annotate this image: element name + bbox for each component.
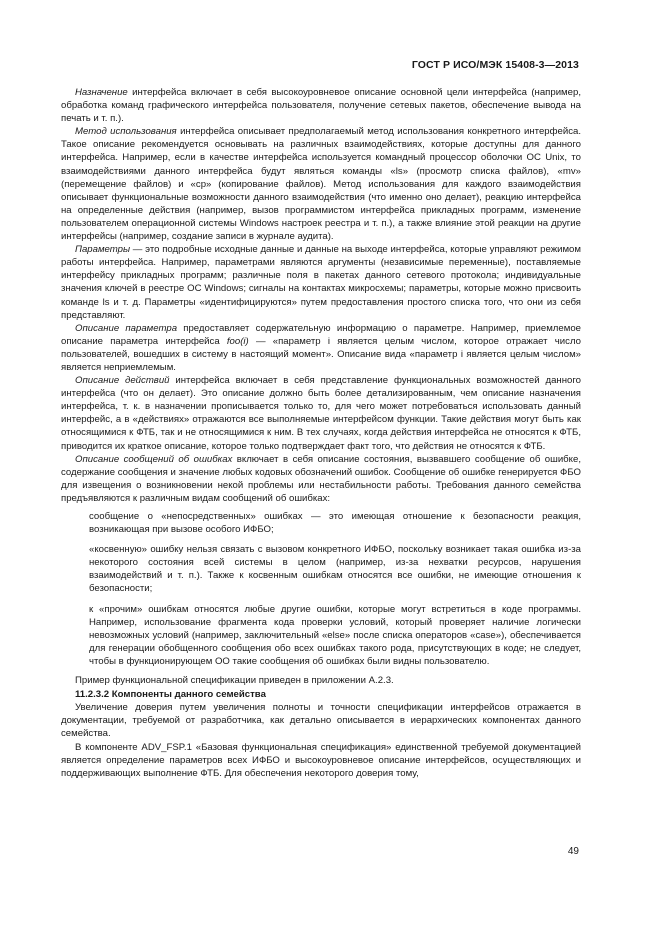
term-method-of-use: Метод использования (75, 126, 177, 138)
list-item-indirect-errors: «косвенную» ошибку нельзя связать с вызовом конкретного ИФБО, поскольку возникает такая ошибка из-за некоторого состояния всей системы в целом (например, из-за нехватки ресурсов, нарушения взаимодействий и т. п.). Также к косвенным ошибкам относятся все ошибки, не имеющие отношения к безопасности; (89, 544, 581, 595)
paragraph-text: предоставляет содержательную информацию о параметре. Например, приемлемое описание параметра интерфейса (61, 322, 581, 347)
paragraph-text: интерфейса включает в себя представление функциональных возможностей данного интерфейса (что он делает). Это описание должно быть более детализированным, чем описание назначения интерфейса, т. к. в назначении прописывается только то, для чего может потребоваться использовать данный интерфейс, а в «действиях» отражаются все выполняемые интерфейсом функции. Такие действия могут быть как относящимися к ФТБ, так и не относящимися к ним. В тех случаях, когда действия интерфейса не относятся к ФТБ, приводится их краткое описание, которое только подтверждает факт того, что действия не относятся к ФТБ. (61, 375, 581, 452)
term-actions-description: Описание действий (75, 375, 170, 387)
term-parameter-description: Описание параметра (75, 322, 178, 334)
paragraph-error-messages (61, 453, 581, 505)
document-header: ГОСТ Р ИСО/МЭК 15408-3—2013 (411, 59, 579, 71)
term-error-messages: Описание сообщений об ошибках (75, 453, 233, 465)
paragraph-text: интерфейса включает в себя высокоуровневое описание основной цели интерфейса (например, обработка команд графического интерфейса пользователя, получение сетевых пакетов, обеспечение вывода на печать и т. п.). (61, 87, 581, 125)
paragraph-text: — «параметр i является целым числом, которое отражает число пользователей, вошедших в систему в настоящий момент». Описание вида «параметр i является целым числом» является неприемлемым. (61, 335, 581, 373)
term-purpose: Назначение (75, 87, 128, 98)
paragraph-text: включает в себя описание состояния, вызвавшего сообщение об ошибке, содержание сообщения и значение любых кодовых обозначений ошибок. Сообщение об ошибке генерируется ФБО для извещения о возникновении некой проблемы или нестабильности работы. Требования данного семейства предъявляются к различным видам сообщений об ошибках: (61, 453, 581, 504)
paragraph-actions-description (61, 374, 581, 453)
paragraph-assurance-increase: Увеличение доверия путем увеличения полноты и точности спецификации интерфейсов отражается в документации, требуемой от разработчика, как детально описывается в иерархических компонентах данного семейства. (61, 702, 581, 740)
code-foo: foo(i) (226, 335, 249, 347)
term-parameters: Параметры (75, 244, 131, 256)
section-heading: 11.2.3.2 Компоненты данного семейства (75, 689, 266, 701)
paragraph-parameters (61, 243, 581, 322)
page-number: 49 (567, 846, 579, 857)
document-body (61, 86, 581, 780)
paragraph-purpose (61, 86, 581, 125)
paragraph-parameter-description (61, 322, 581, 374)
paragraph-example-reference: Пример функциональной спецификации приведен в приложении А.2.3. (75, 675, 394, 687)
paragraph-text: — это подробные исходные данные и данные на выходе интерфейса, которые управляют режимом работы интерфейса. Например, параметрами являются аргументы (независимые переменные), поставляемые интерфейсу прикладных программ; различные поля в пакетах данного сетевого протокола; индивидуальные значения ключей в реестре ОС Windows; сигналы на контактах микросхемы; параметры, которые можно присвоить команде ls и т. д. Параметры «идентифицируются» путем предоставления простого списка того, что они из себя представляют. (61, 244, 581, 321)
list-item-direct-errors: сообщение о «непосредственных» ошибках — это имеющая отношение к безопасности реакция, возникающая при вызове особого ИФБО; (89, 511, 581, 536)
paragraph-adv-fsp-1: В компоненте ADV_FSP.1 «Базовая функциональная спецификация» единственной требуемой документацией является определение параметров всех ИФБО и высокоуровневое описание интерфейсов, осуществляющих и поддерживающих выполнение ФТБ. Для обеспечения некоторого доверия тому, (61, 741, 581, 779)
paragraph-method-of-use (61, 125, 581, 243)
list-item-other-errors: к «прочим» ошибкам относятся любые другие ошибки, которые могут встретиться в коде программы. Например, использование фрагмента кода проверки условий, который проверяет наличие логически невозможных условий (например, заключительный «else» после списка операторов «case»), обеспечивается для генерации обобщенного сообщения обо всех ошибках такого рода, присутствующих в коде; не следует, чтобы в функционирующем ОО такие сообщения об ошибках были видны пользователю. (89, 603, 581, 667)
paragraph-text: интерфейса описывает предполагаемый метод использования конкретного интерфейса. Такое описание рекомендуется основывать на различных взаимодействиях, которые доступны для данного интерфейса. Например, если в качестве интерфейса используется командный процессор оболочки ОС Unix, то взаимодействиями данного интерфейса будут являться команды «ls» (просмотр списка файлов), «mv» (перемещение файлов) и «cp» (копирование файлов). Метод использования для каждого взаимодействия описывает функциональные возможности данного взаимодействия (что именно оно делает), реакцию интерфейса на определенные действия (например, вызов программистом интерфейса прикладных программ, изменение пользователем операционной системы Windows настроек реестра и т. п.), а также влияние этой реакции на другие интерфейсы (например, создание записи в журнале аудита). (61, 126, 581, 243)
